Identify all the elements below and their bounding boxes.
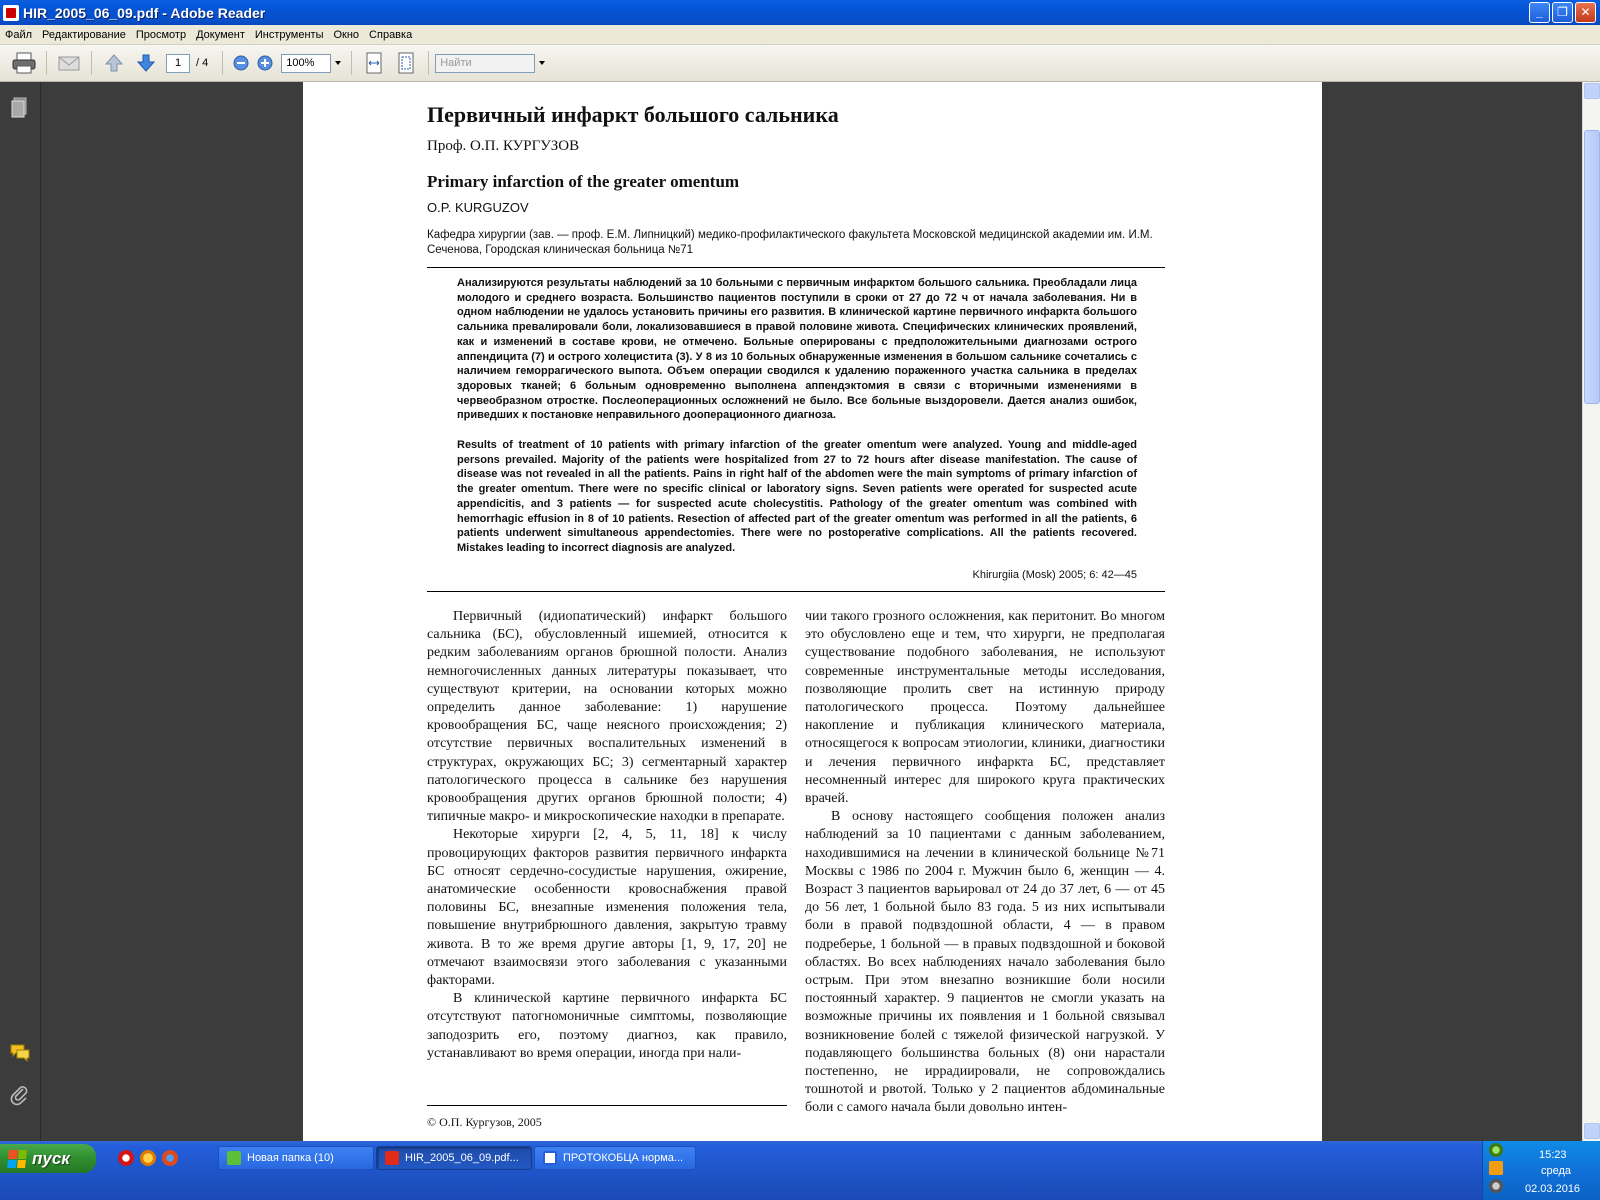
start-button[interactable] <box>0 1144 96 1173</box>
pages-panel-icon[interactable] <box>9 96 31 118</box>
paragraph: Первичный (идиопатический) инфаркт большого сальника (БС), обусловленный ишемией, относится к редким заболеваниям органов брюшной полости. Анализ немногочисленных данных литературы показывает, что существуют критерии, на основании которых можно определить данное заболевание: 1) нарушение кровообращения БС, чаще неясного происхождения; 2) отсутствие первичных воспалительных изменений в структурах, окружающих БС; 3) сегментарный характер патологического процесса в сальнике без нарушения кровообращения других органов брюшной полости; 4) типичные макро- и микроскопические находки в препарате. <box>427 609 787 825</box>
folder-icon <box>227 1151 241 1165</box>
page-number-input[interactable]: 1 <box>166 54 190 73</box>
zoom-out-icon <box>233 55 249 71</box>
task-word-document[interactable] <box>534 1146 696 1170</box>
start-label: пуск <box>32 1148 70 1168</box>
abstract-ru: Анализируются результаты наблюдений за 10 больными с первичным инфарктом большого сальника. Преобладали лица молодого и среднего возраста. Большинство пациентов поступили в сроки от 27 до 72 ч от начала заболевания. Ни в одном наблюдении не удалось установить причины его развития. В клинической картине первичного инфаркта большого сальника превалировали боли, локализовавшиеся в правой половине живота. Специфических клинических проявлений, как и изменений в составе крови, не отмечено. Больные оперированы с предположительными диагнозами острого аппендицита (7) и острого холецистита (3). У 8 из 10 больных обнаруженные изменения в большом сальнике сочетались с наличием геморрагического выпота. Объем операции сводился к удалению пораженного участка сальника в пределах здоровых тканей; 6 больным одновременно выполнена аппендэктомия в связи с вторичными изменениями в червеобразном отростке. Послеоперационных осложнений не было. Все больные выздоровели. Дается анализ ошибок, приведших к постановке неправильного дооперационного диагноза. <box>457 277 1137 422</box>
task-label: ПРОТОКОБЦА норма... <box>563 1152 684 1164</box>
avast-icon[interactable] <box>140 1150 156 1166</box>
title-bar <box>0 0 1600 25</box>
system-tray <box>1482 1141 1600 1200</box>
scroll-down-button[interactable] <box>1584 1123 1600 1139</box>
zoom-in-icon <box>257 55 273 71</box>
fit-width-button[interactable] <box>360 49 388 77</box>
menu-bar <box>0 25 1600 45</box>
menu-edit[interactable]: Редактирование <box>42 28 126 41</box>
paragraph: чии такого грозного осложнения, как перитонит. Во многом это обусловлено еще и тем, что хирурги, не предполагая существование подобного заболевания, не используют современные инструментальные методы исследования, позволяющие пролить свет на истинную природу патологического процесса. Поэтому дальнейшее накопление и публикация клинического материала, относящегося к вопросам этиологии, клиники, диагностики и лечения первичного инфаркта БС, представляет несомненный интерес для широкого круга практических врачей. <box>805 609 1165 807</box>
email-icon <box>57 52 81 74</box>
abstract-en: Results of treatment of 10 patients with primary infarction of the greater omentum were analyzed. Young and middle-aged persons prevailed. Majority of the patients were hospitalized from 27 to 72 hours after disease manifestation. The cause of disease was not revealed in all the patients. Pains in right half of the abdomen were the main symptoms of primary infarction of the greater omentum. There were no specific clinical or laboratory signs. Seven patients were operated for suspected acute appendicitis, and 3 patients — for suspected acute cholecystitis. Pathology of the greater omentum was combined with hemorrhagic effusion in 8 of 10 patients. Resection of affected part of the greater omentum was performed in all the patients, 6 patients underwent simultaneous appendectomies. There were no postoperative complications. All the patients recovered. Mistakes leading to incorrect diagnosis are analyzed. <box>457 439 1137 554</box>
paragraph: Некоторые хирурги [2, 4, 5, 11, 18] к числу провоцирующих факторов развития первичного инфаркта БС относят сердечно-сосудистые нарушения, ожирение, анатомические особенности кровоснабжения правой половины БС, внезапные изменения положения тела, повышение внутрибрюшного давления, закрытую травму живота. В то же время другие авторы [1, 9, 17, 20] не отмечают взаимосвязи этого заболевания с указанными факторами. <box>427 827 787 989</box>
article-title-en: Primary infarction of the greater omentum <box>427 172 740 191</box>
zoom-dropdown-arrow-icon[interactable] <box>335 61 341 65</box>
zoom-out-button[interactable] <box>231 49 251 77</box>
body-column-left <box>427 608 787 1063</box>
zoom-level-select[interactable]: 100% <box>281 54 331 73</box>
browser-icon[interactable] <box>162 1150 178 1166</box>
arrow-down-icon <box>136 53 156 73</box>
opera-icon[interactable] <box>118 1150 134 1166</box>
task-new-folder[interactable] <box>218 1146 374 1170</box>
toolbar-separator <box>222 51 223 75</box>
menu-help[interactable]: Справка <box>369 28 413 41</box>
email-button[interactable] <box>55 49 83 77</box>
citation: Khirurgiia (Mosk) 2005; 6: 42—45 <box>972 569 1137 581</box>
page-total: / 4 <box>196 57 209 69</box>
previous-page-button[interactable] <box>100 49 128 77</box>
affiliation: Кафедра хирургии (зав. — проф. Е.М. Липницкий) медико-профилактического факультета Московской медицинской академии им. И.М. Сеченова, Городская клиническая больница №71 <box>427 229 1153 256</box>
paragraph: В основу настоящего сообщения положен анализ наблюдений за 10 пациентами с данным заболеванием, находившимися на лечении в клинической больнице №71 Москвы с 1986 по 2004 г. Мужчин было 6, женщин — 4. Возраст 3 пациентов варьировал от 24 до 37 лет, 6 — от 45 до 56 лет, 1 больной было 83 года. 5 из них испытывали боли в правой подвздошной области, 4 — в правом подреберье, 1 больной — в правых подвздошной и боковой областях. Во всех наблюдениях начало заболевания было острым. При этом внезапно возникшие боли носили постоянный характер. 9 пациентов не смогли указать на возможные причины их появления и 1 больной связывал возникновение болей с тяжелой физической нагрузкой. У подавляющего большинства больных (8) они нарастали постепенно, не иррадиировали, не сопровождались тошнотой и рвотой. Только у 2 пациентов абдоминальные боли с самого начала были довольно интен- <box>805 809 1165 1116</box>
toolbar-separator <box>351 51 352 75</box>
clock-time[interactable]: 15:23 <box>1539 1149 1567 1161</box>
pdf-page <box>303 82 1322 1141</box>
toolbar-separator <box>428 51 429 75</box>
media-player-icon[interactable] <box>1489 1161 1503 1175</box>
comments-panel-icon[interactable] <box>9 1042 31 1064</box>
windows-logo-icon <box>7 1150 27 1168</box>
toolbar <box>0 45 1600 82</box>
paragraph: В клинической картине первичного инфаркта БС отсутствуют патогномоничные симптомы, позволяющие заподозрить его, поэтому диагноз, как правило, устанавливают во время операции, иногда при нали- <box>427 991 787 1061</box>
scroll-up-button[interactable] <box>1584 83 1600 99</box>
word-document-icon <box>543 1151 557 1165</box>
menu-document[interactable]: Документ <box>196 28 245 41</box>
footnote-rule <box>427 1105 787 1106</box>
fit-width-icon <box>365 52 383 74</box>
menu-file[interactable]: Файл <box>5 28 33 41</box>
abstract-top-rule <box>427 267 1165 268</box>
toolbar-separator <box>46 51 47 75</box>
scroll-thumb[interactable] <box>1584 130 1600 404</box>
menu-view[interactable]: Просмотр <box>135 28 187 41</box>
next-page-button[interactable] <box>132 49 160 77</box>
taskbar <box>0 1141 1600 1200</box>
arrow-up-icon <box>104 53 124 73</box>
toolbar-separator <box>91 51 92 75</box>
network-icon[interactable] <box>1489 1143 1503 1157</box>
find-input[interactable]: Найти <box>435 54 535 73</box>
article-author-en: O.P. KURGUZOV <box>427 200 529 215</box>
article-author-ru: Проф. О.П. КУРГУЗОВ <box>427 138 580 154</box>
minimize-button[interactable]: _ <box>1529 2 1550 23</box>
adobe-reader-icon <box>3 5 19 21</box>
menu-window[interactable]: Окно <box>333 28 360 41</box>
restore-button[interactable]: ❐ <box>1552 2 1573 23</box>
fit-page-icon <box>397 52 415 74</box>
printer-icon <box>12 52 36 74</box>
attachments-panel-icon[interactable] <box>9 1084 31 1106</box>
task-label: HIR_2005_06_09.pdf... <box>405 1152 519 1164</box>
article-title-ru: Первичный инфаркт большого сальника <box>427 102 839 127</box>
copyright-footnote: © О.П. Кургузов, 2005 <box>427 1115 542 1129</box>
clock-date: 02.03.2016 <box>1525 1183 1581 1195</box>
navigation-pane <box>0 82 41 1141</box>
vertical-scrollbar[interactable] <box>1582 82 1600 1141</box>
print-button[interactable] <box>10 49 38 77</box>
fit-page-button[interactable] <box>392 49 420 77</box>
menu-tools[interactable]: Инструменты <box>254 28 324 41</box>
zoom-in-button[interactable] <box>255 49 275 77</box>
pdf-icon <box>385 1151 399 1165</box>
task-label: Новая папка (10) <box>247 1152 334 1164</box>
clock-day: среда <box>1541 1165 1572 1177</box>
abstract-bottom-rule <box>427 591 1165 592</box>
window-title: HIR_2005_06_09.pdf - Adobe Reader <box>23 4 266 21</box>
volume-icon[interactable] <box>1489 1179 1503 1193</box>
document-viewer[interactable] <box>41 82 1582 1141</box>
close-button[interactable]: ✕ <box>1575 2 1596 23</box>
task-pdf-reader[interactable] <box>376 1146 532 1170</box>
find-dropdown-arrow-icon[interactable] <box>539 61 545 65</box>
body-column-right <box>805 608 1165 1118</box>
